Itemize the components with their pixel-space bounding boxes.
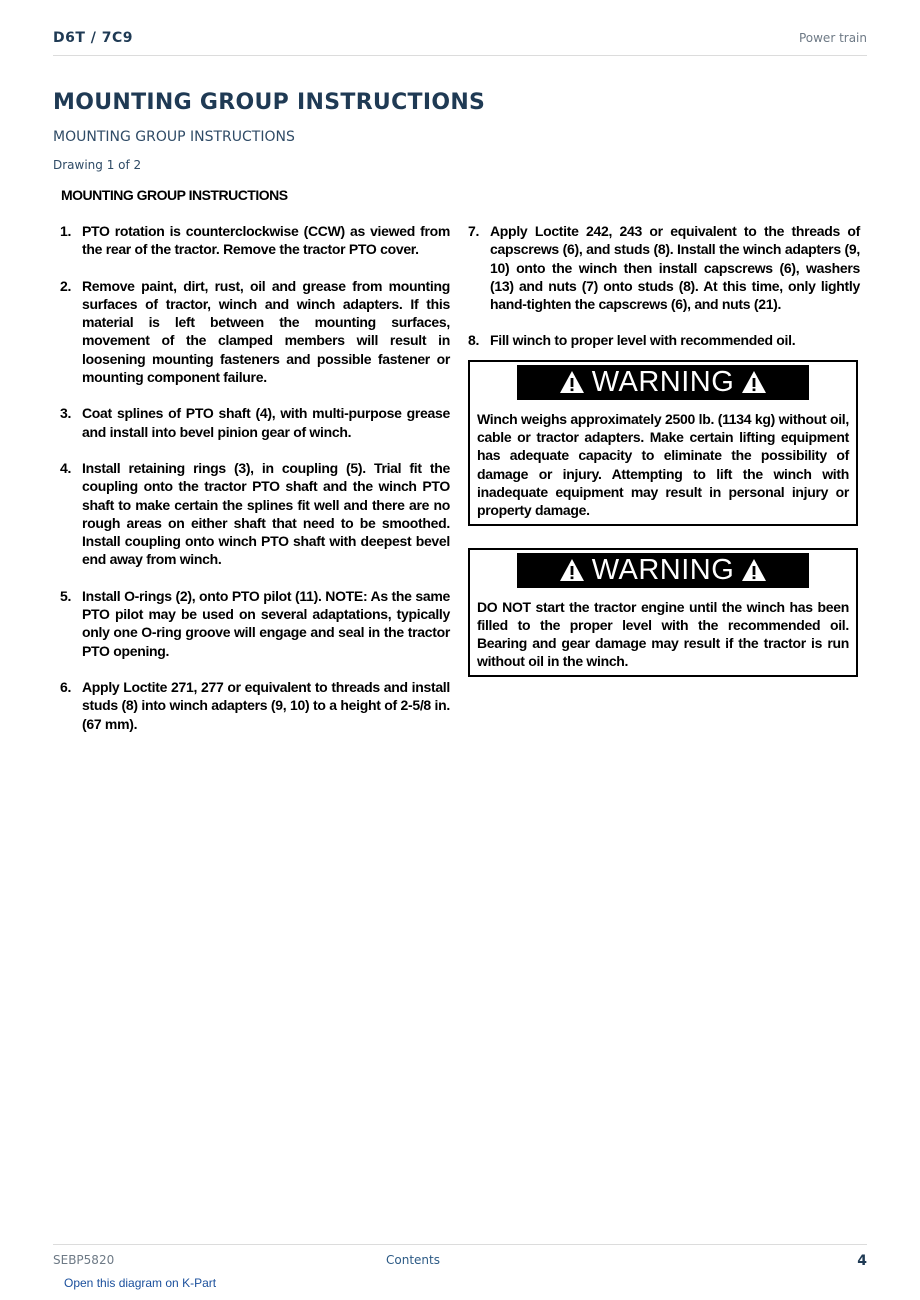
step-8 xyxy=(468,331,860,349)
page-title: MOUNTING GROUP INSTRUCTIONS xyxy=(53,90,486,115)
step-text: Install O-rings (2), onto PTO pilot (11). NOTE: As the same PTO pilot may be used on several adaptations, typically only one O-ring groove will engage and seal in the tractor PTO opening. xyxy=(82,587,450,659)
top-header xyxy=(53,28,867,56)
warning-box-lifting xyxy=(468,360,858,526)
drawing-heading: MOUNTING GROUP INSTRUCTIONS xyxy=(61,187,288,203)
step-text: Remove paint, dirt, rust, oil and grease from mounting surfaces of tractor, winch and winch adapters. If this material is left between the mounting surfaces, movement of the clamped members will result in loosening mounting fasteners and possible fastener or mounting component failure. xyxy=(82,277,450,386)
instructions-right-column xyxy=(468,222,860,699)
open-in-kpart-link[interactable]: Open this diagram on K-Part xyxy=(64,1276,217,1290)
section-label: Power train xyxy=(798,31,867,45)
step-text: Apply Loctite 271, 277 or equivalent to threads and install studs (8) into winch adapters (9, 10) to a height of 2-5/8 in. (67 mm). xyxy=(82,678,450,732)
step-number: 2. xyxy=(60,277,72,294)
step-text: Install retaining rings (3), in coupling (5). Trial fit the coupling onto the tractor PTO shaft and the winch PTO shaft to make certain the splines fit well and there are no rough areas on either shaft that need to be smoothed. Install coupling onto winch PTO shaft with deepest bevel end away from winch. xyxy=(82,459,450,568)
instruction-drawing xyxy=(53,180,867,770)
step-number: 7. xyxy=(468,223,480,239)
warning-text: DO NOT start the tractor engine until the winch has been filled to the proper level with the recommended oil. Bearing and gear damage may result if the tractor is run without oil in the winch. xyxy=(477,598,849,670)
instructions-left-column xyxy=(60,222,450,751)
step-2 xyxy=(60,277,450,387)
document-id: SEBP5820 xyxy=(53,1253,115,1267)
step-text: Coat splines of PTO shaft (4), with multi-purpose grease and install into bevel pinion gear of winch. xyxy=(82,405,450,440)
warning-box-oil xyxy=(468,548,858,677)
contents-link[interactable]: Contents xyxy=(386,1253,440,1267)
step-5 xyxy=(60,587,450,660)
step-number: 6. xyxy=(60,678,72,695)
warning-label: WARNING xyxy=(591,553,735,586)
warning-triangle-icon xyxy=(741,558,767,582)
page-subtitle: MOUNTING GROUP INSTRUCTIONS xyxy=(53,129,295,145)
warning-label: WARNING xyxy=(591,365,735,398)
step-6 xyxy=(60,678,450,733)
warning-banner xyxy=(517,365,809,400)
page-number: 4 xyxy=(857,1253,867,1269)
step-7 xyxy=(468,222,860,313)
model-label: D6T / 7C9 xyxy=(53,30,134,46)
step-number: 4. xyxy=(60,459,72,476)
step-text: Fill winch to proper level with recommended oil. xyxy=(490,332,796,349)
step-text: PTO rotation is counterclockwise (CCW) as viewed from the rear of the tractor. Remove the tractor PTO cover. xyxy=(82,223,450,258)
step-number: 3. xyxy=(60,405,72,422)
page-footer xyxy=(53,1244,867,1274)
step-3 xyxy=(60,404,450,441)
step-number: 5. xyxy=(60,587,72,604)
step-number: 1. xyxy=(60,223,72,239)
warning-text: Winch weighs approximately 2500 lb. (1134 kg) without oil, cable or tractor adapters. Make certain lifting equipment has adequate capacity to eliminate the possibility of damage or injury. Attempting to lift the winch with inadequate equipment may result in personal injury or property damage. xyxy=(477,410,849,519)
warning-banner xyxy=(517,553,809,588)
warning-triangle-icon xyxy=(559,370,585,394)
step-text: Apply Loctite 242, 243 or equivalent to the threads of capscrews (6), and studs (8). Install the winch adapters (9, 10) onto the winch then install capscrews (6), washers (13) and nuts (7) onto studs (8). At this time, only lightly hand-tighten the capscrews (6), and nuts (21). xyxy=(490,223,860,313)
warning-triangle-icon xyxy=(741,370,767,394)
warning-triangle-icon xyxy=(559,558,585,582)
step-4 xyxy=(60,459,450,569)
step-number: 8. xyxy=(468,332,480,349)
step-1 xyxy=(60,222,450,259)
drawing-label: Drawing 1 of 2 xyxy=(53,158,142,172)
